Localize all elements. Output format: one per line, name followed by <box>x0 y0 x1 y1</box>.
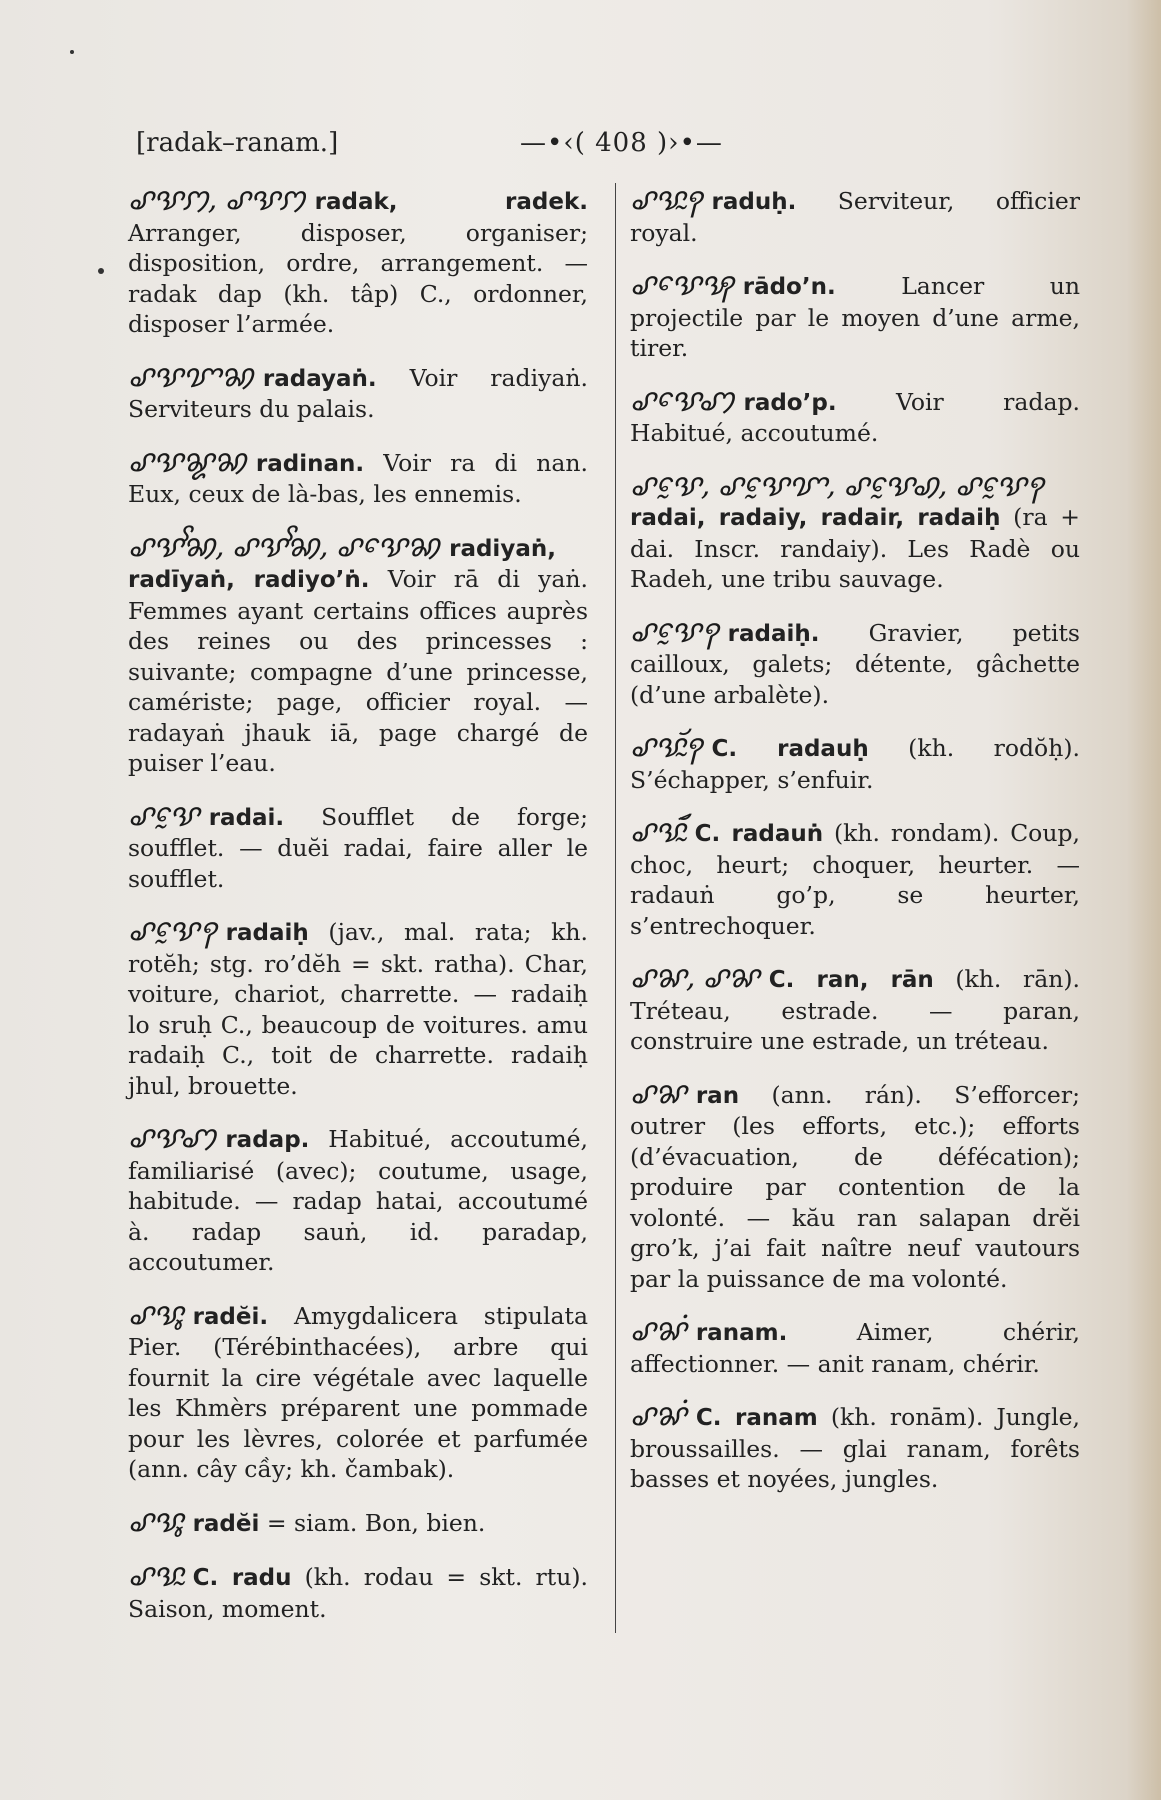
cham-script: ꨣꨕꩇ <box>128 1120 216 1155</box>
dictionary-entry <box>128 1296 588 1485</box>
cham-script: ꨣꨕꨭꩍ <box>630 182 702 217</box>
definition: (kh. rān). Tréteau, estrade. — paran, construire une estrade, un tréteau. <box>630 965 1080 1055</box>
headword: ranam. <box>695 1320 788 1346</box>
headword: radai, radaiy, radair, radaiḥ <box>630 505 1001 531</box>
dictionary-entry <box>630 1075 1080 1295</box>
dictionary-entry <box>630 960 1080 1057</box>
dictionary-entry <box>128 443 588 510</box>
dictionary-entry <box>630 267 1080 364</box>
cham-script: ꨣꨕꨘꩆ <box>128 443 246 479</box>
headword: radap. <box>225 1127 310 1153</box>
headword: radaiḥ <box>225 920 309 946</box>
headword: radĕi <box>192 1510 260 1537</box>
definition: Amygdalicera stipulata Pier. (Térébinthacées), arbre qui fournit la cire végétale avec laquelle les Khmèrs préparent une pommade pour les lèvres, colorée et parfumée (ann. cây cầy; kh. čambak). <box>128 1301 588 1483</box>
cham-script: ꨣꨕꨩꩆ, ꨣꨕꨩꩆ, ꨣꨕꨯꩆ <box>128 528 440 564</box>
definition: (kh. rondam). Coup, choc, heurt; choquer, heurter. — radauṅ go’p, se heurter, s’entrechoquer. <box>630 819 1080 940</box>
headword: radak, radek. <box>314 189 588 215</box>
headword: C. radauṅ <box>694 821 824 847</box>
definition: Habitué, accoutumé, familiarisé (avec); coutume, usage, habitude. — radap hatai, accoutumé à. radap sauṅ, id. paradap, accoutumer. <box>128 1125 588 1276</box>
definition: Soufflet de forge; soufflet. — duĕi radai, faire aller le soufflet. <box>128 802 588 893</box>
definition: Lancer un projectile par le moyen d’une arme, tirer. <box>630 272 1080 362</box>
headword: C. ran, rān <box>768 967 934 993</box>
page-number: —•‹( 408 )›•— <box>520 128 723 158</box>
definition: Gravier, petits cailloux, galets; détente, gâchette (d’une arbalète). <box>630 618 1080 709</box>
cham-script: ꨣꨕꨯꩇ <box>630 382 734 418</box>
cham-script: ꨣꨕꨰ, ꨣꨕꨰꨢ, ꨣꨕꨰꩉ, ꨣꨕꨰꩍ <box>630 467 1043 503</box>
definition: Voir radiyaṅ. Serviteurs du palais. <box>128 363 588 423</box>
cham-script: ꨣꨕꨢꩆ <box>128 358 253 394</box>
definition: = siam. Bon, bien. <box>266 1508 486 1537</box>
page-header <box>130 128 1071 168</box>
cham-script: ꨣꨕꨯꩂ <box>630 267 733 302</box>
cham-script: ꨣꨕꨭ <box>128 1558 183 1593</box>
headword: radaiḥ. <box>727 620 820 647</box>
cham-script: ꨣꨕꩀ, ꨣꨕꩀ <box>128 182 305 217</box>
cham-script: ꨣꨗꩌ <box>630 1398 686 1433</box>
definition: (kh. rodŏḥ). S’échapper, s’enfuir. <box>630 734 1080 794</box>
definition: Arranger, disposer, organiser; disposition, ordre, arrangement. — radak dap (kh. tâp) C., ordonner, disposer l’armée. <box>128 218 588 338</box>
headword: C. radu <box>192 1565 292 1591</box>
dictionary-entry <box>128 797 588 895</box>
definition: (jav., mal. rata; kh. rotĕh; stg. ro’dĕh = skt. ratha). Char, voiture, chariot, charrette. — radaiḥ lo sruḥ C., beaucoup de voitures. amu radaiḥ C., toit de charrette. radaiḥ jhul, brouette. <box>128 918 588 1100</box>
running-head: [radak–ranam.] <box>136 128 339 158</box>
dictionary-entry <box>630 382 1080 449</box>
headword: ran <box>695 1082 740 1109</box>
headword: radiyaṅ, radīyaṅ, radiyo’ṅ. <box>128 535 556 593</box>
cham-script: ꨣꨕꨰ <box>128 797 199 833</box>
definition: (ra + dai. Inscr. randaiy). Les Radè ou Radeh, une tribu sauvage. <box>630 503 1080 593</box>
headword: raduḥ. <box>711 189 797 215</box>
cham-script: ꨣꨕꨶ <box>128 1503 183 1539</box>
dictionary-entry <box>630 1398 1080 1495</box>
headword: rado’p. <box>743 389 837 416</box>
dictionary-entry <box>630 814 1080 941</box>
definition: Voir ra di nan. Eux, ceux de là-bas, les ennemis. <box>128 448 588 508</box>
definition: Voir radap. Habitué, accoutumé. <box>630 387 1080 447</box>
headword: rādo’n. <box>742 274 836 300</box>
definition: (kh. ronām). Jungle, broussailles. — glai ranam, forêts basses et noyées, jungles. <box>630 1403 1080 1493</box>
cham-script: ꨣꨕꨮꨭꩍ <box>630 729 702 764</box>
left-column <box>128 182 588 1646</box>
paper-speck <box>98 268 104 274</box>
cham-script: ꨣꨕꨶ <box>128 1296 183 1332</box>
definition: Voir rā di yaṅ. Femmes ayant certains offices auprès des reines ou des princesses : suivante; compagne d’une princesse, camériste; page, officier royal. — radayaṅ jhauk iā, page chargé de puiser l’eau. <box>128 565 588 777</box>
cham-script: ꨣꨕꨮꨭꩃ <box>630 814 685 849</box>
headword: C. ranam <box>695 1405 818 1431</box>
dictionary-entry <box>128 1503 588 1540</box>
headword: C. radauḥ <box>711 736 869 762</box>
dictionary-entry <box>630 1313 1080 1379</box>
column-divider <box>615 183 616 1633</box>
cham-script: ꨣꨕꨰꩍ <box>128 913 216 948</box>
dictionary-entry <box>128 1120 588 1278</box>
definition: Aimer, chérir, affectionner. — anit ranam, chérir. <box>630 1318 1080 1378</box>
dictionary-entry <box>128 358 588 425</box>
dictionary-entry <box>630 467 1080 595</box>
cham-script: ꨣꨗꩌ <box>630 1313 686 1348</box>
definition: (ann. rán). S’efforcer; outrer (les efforts, etc.); efforts (d’évacuation, de défécation); produire par contention de la volonté. — kău ran salapan drĕi gro’k, j’ai fait naître neuf vautours par la puissance de ma volonté. <box>630 1080 1080 1293</box>
right-column <box>630 182 1080 1517</box>
headword: radayaṅ. <box>262 365 377 392</box>
definition: Serviteur, officier royal. <box>630 187 1080 247</box>
dictionary-entry <box>128 913 588 1101</box>
paper-speck <box>70 50 74 54</box>
cham-script: ꨣꨗ <box>630 1075 686 1111</box>
definition: (kh. rodau = skt. rtu). Saison, moment. <box>128 1563 588 1623</box>
headword: radinan. <box>255 450 365 477</box>
dictionary-entry <box>630 182 1080 248</box>
dictionary-entry <box>128 528 588 779</box>
dictionary-entry <box>630 729 1080 795</box>
headword: radai. <box>208 804 285 831</box>
dictionary-entry <box>630 613 1080 711</box>
headword: radĕi. <box>192 1303 269 1330</box>
cham-script: ꨣꨕꨰꩍ <box>630 613 718 649</box>
dictionary-entry <box>128 1558 588 1624</box>
cham-script: ꨣꨗ, ꨣꨗ <box>630 960 759 995</box>
dictionary-entry <box>128 182 588 340</box>
